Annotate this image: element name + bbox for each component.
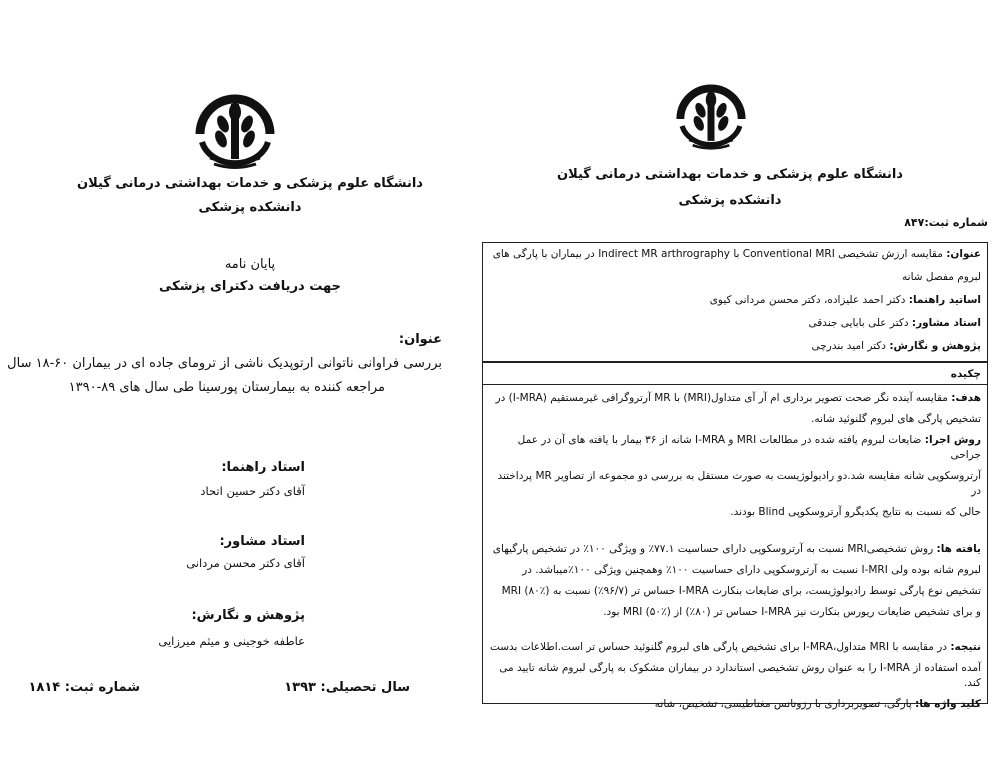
abstract-method bbox=[483, 433, 987, 463]
abstract-findings bbox=[483, 542, 987, 557]
advisor-label: استاد راهنما: bbox=[221, 460, 305, 475]
registration-number: شماره ثبت: ۱۸۱۴ bbox=[28, 680, 140, 695]
faculty-name: دانشکده پزشکی bbox=[198, 200, 302, 215]
info-box bbox=[482, 242, 988, 362]
findings-text-2: لبروم شانه بوده ولی I-MRI نسبت به آرتروسکوپی دارای حساسیت ۱۰۰٪ وهمچنین ویژگی ۱۰۰٪میباشد. در bbox=[522, 564, 981, 576]
academic-year: سال تحصیلی: ۱۳۹۳ bbox=[284, 680, 410, 695]
abstract-result bbox=[483, 640, 987, 655]
info-research-label: پژوهش و نگارش: bbox=[889, 340, 981, 352]
abstract-findings-3 bbox=[483, 584, 987, 599]
info-advisors-text: دکتر احمد علیزاده، دکتر محسن مردانی کیوی bbox=[709, 294, 906, 306]
university-name: دانشگاه علوم پزشکی و خدمات بهداشتی درمانی گیلان bbox=[77, 176, 423, 191]
goal-text-1: مقایسه آینده نگر صحت تصویر برداری ام آر آی متداول(MRI) با MR آرتروگرافی غیرمستقیم (I-MRA) در bbox=[495, 392, 948, 404]
findings-text-4: و برای تشخیص ضایعات ریورس بنکارت نیز I-MRA حساس تر (۸۰٪) از MRI (۵۰٪) بود. bbox=[603, 606, 981, 618]
result-text-1: در مقایسه با MRI متداول،I-MRA برای تشخیص پارگی های لبروم گلنوئید حساس تر است.اطلاعات بدست bbox=[489, 641, 947, 653]
keywords-label: کلید واژه ها: bbox=[915, 698, 981, 710]
info-consultant-label: استاد مشاور: bbox=[911, 317, 981, 329]
info-title-row-2 bbox=[483, 270, 987, 285]
left-page bbox=[0, 0, 470, 772]
consultant-name: آقای دکتر محسن مردانی bbox=[186, 556, 305, 570]
info-advisors-label: اساتید راهنما: bbox=[908, 294, 981, 306]
abstract-findings-4 bbox=[483, 605, 987, 620]
right-page bbox=[470, 0, 1000, 772]
findings-text-3: تشخیص نوع پارگی توسط رادیولوژیست، برای ضایعات بنکارت I-MRA حساس تر (۹۶/۷٪) نسبت به MRI (۸۰٪) bbox=[501, 585, 981, 597]
method-text-2: آرتروسکوپی شانه مقایسه شد.دو رادیولوژیست به صورت مستقل به بررسی دو مجموعه از تصاویر MR پرداختند در bbox=[497, 470, 981, 497]
method-text-3: حالی که نسبت به نتایج یکدیگرو آرتروسکوپی Blind بودند. bbox=[730, 506, 981, 518]
faculty-name: دانشکده پزشکی bbox=[678, 193, 782, 208]
info-title-text-2: لبروم مفصل شانه bbox=[902, 271, 981, 283]
research-label: پژوهش و نگارش: bbox=[191, 608, 305, 623]
goal-text-2: تشخیص پارگی های لبروم گلنوئید شانه. bbox=[811, 413, 981, 425]
abstract-goal bbox=[483, 391, 987, 406]
abstract-heading: چکیده bbox=[483, 367, 987, 385]
thesis-label: پایان نامه bbox=[224, 257, 276, 272]
info-title-text: مقایسه ارزش تشخیصی Conventional MRI با Indirect MR arthrography در بیماران با پارگی های bbox=[492, 248, 943, 260]
info-title-label: عنوان: bbox=[946, 248, 981, 260]
keywords-text: پارگی، تصویربرداری با رزونانس مغناطیسی، تشخیص، شانه bbox=[654, 698, 912, 710]
abstract-findings-2 bbox=[483, 563, 987, 578]
method-label: روش اجرا: bbox=[924, 434, 981, 446]
result-text-2: آمده استفاده از I-MRA را به عنوان روش تشخیصی استاندارد در بیماران مشکوک به پارگی لبروم شانه تایید می کند. bbox=[499, 662, 981, 689]
abstract-result-2 bbox=[483, 661, 987, 691]
method-text-1: ضایعات لبروم یافته شده در مطالعات MRI و I-MRA شانه از ۳۶ بیمار با یافته های آن در عمل جراحی bbox=[517, 434, 981, 461]
university-logo bbox=[670, 84, 752, 154]
info-research-text: دکتر امید بندرچی bbox=[811, 340, 886, 352]
consultant-label: استاد مشاور: bbox=[219, 534, 305, 549]
info-title-row bbox=[483, 247, 987, 262]
title-label: عنوان: bbox=[398, 332, 442, 347]
goal-label: هدف: bbox=[951, 392, 981, 404]
info-advisors-row bbox=[483, 293, 987, 308]
degree-label: جهت دریافت دکترای پزشکی bbox=[159, 279, 341, 294]
info-consultant-row bbox=[483, 316, 987, 331]
abstract-box bbox=[482, 362, 988, 710]
abstract-method-3 bbox=[483, 505, 987, 520]
title-line-1: بررسی فراوانی ناتوانی ارتوپدیک ناشی از ترومای جاده ای در بیماران ۶۰-۱۸ سال bbox=[7, 356, 442, 371]
result-label: نتیجه: bbox=[950, 641, 981, 653]
advisor-name: آقای دکتر حسین اتحاد bbox=[200, 484, 305, 498]
findings-text-1: روش تشخیصیMRI نسبت به آرتروسکوپی دارای حساسیت ۷۷.۱٪ و ویژگی ۱۰۰٪ در تشخیص پارگیهای bbox=[492, 543, 934, 555]
findings-label: یافته ها: bbox=[936, 543, 981, 555]
abstract-goal-2 bbox=[483, 412, 987, 427]
research-names: عاطفه خوجینی و میثم میرزایی bbox=[158, 634, 305, 648]
info-research-row bbox=[483, 339, 987, 354]
university-name: دانشگاه علوم پزشکی و خدمات بهداشتی درمانی گیلان bbox=[557, 167, 903, 182]
university-logo bbox=[190, 94, 280, 174]
abstract-keywords bbox=[483, 697, 987, 712]
abstract-method-2 bbox=[483, 469, 987, 499]
title-line-2: مراجعه کننده به بیمارستان پورسینا طی سال های ۸۹-۱۳۹۰ bbox=[68, 380, 385, 395]
registration-number: شماره ثبت:۸۴۷ bbox=[904, 216, 988, 229]
info-consultant-text: دکتر علی بابایی جندقی bbox=[808, 317, 909, 329]
